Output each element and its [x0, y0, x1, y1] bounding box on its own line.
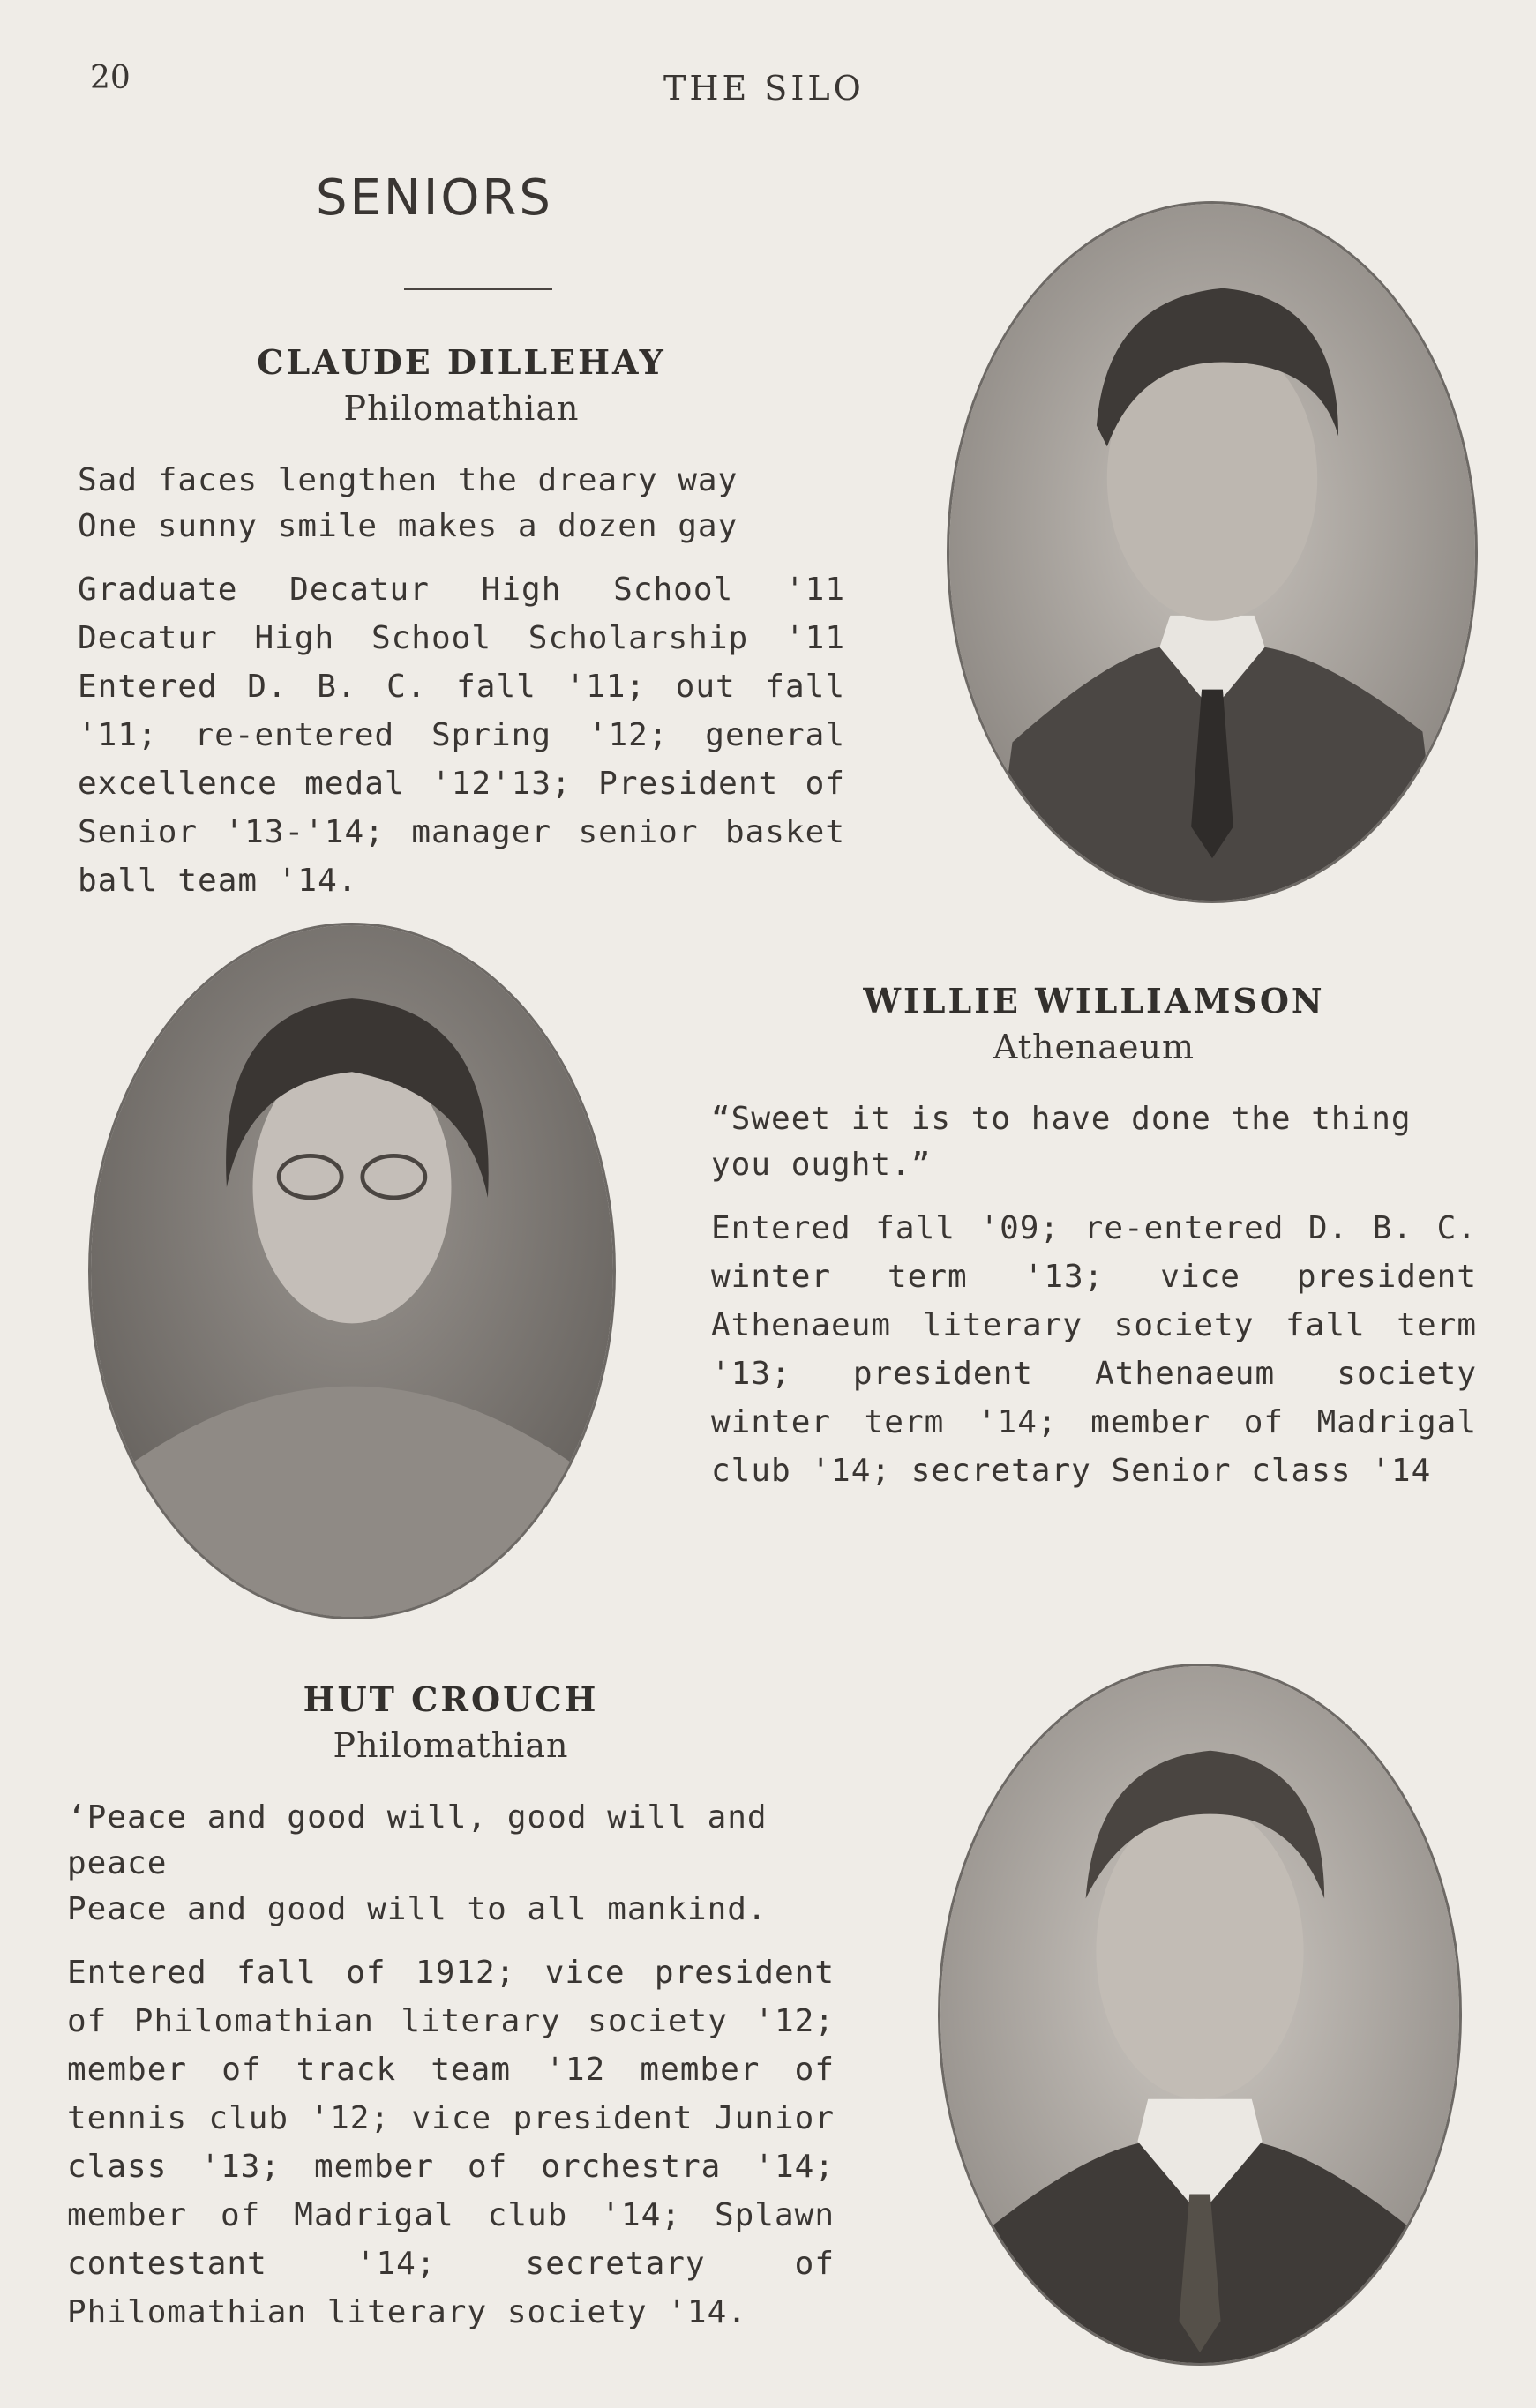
senior-record: Graduate Decatur High School '11 Decatur High School Scholarship '11 Entered D. B. C. fall '11; out fall '11; re-entered Spring '12; general excellence medal '12'13; President of Senior '13-'14; manager senior basket ball team '14. — [78, 572, 845, 899]
section-title: SENIORS — [316, 169, 553, 227]
portrait-photo-willie-williamson — [88, 923, 616, 1619]
senior-record: Entered fall of 1912; vice president of Philomathian literary society '12; member of track team '12 member of tennis club '12; vice president Junior class '13; member of orchestra '14; member of Madrigal club '14; Splawn contestant '14; secretary of Philomathian literary society '14. — [67, 1955, 835, 2330]
senior-entry-hut-crouch — [67, 1679, 835, 2337]
senior-name: HUT CROUCH — [303, 1679, 599, 1719]
senior-motto: ‘Peace and good will, good will and peace Peace and good will to all mankind. — [67, 1799, 768, 1927]
senior-motto: “Sweet it is to have done the thing you ought.” — [711, 1101, 1412, 1183]
senior-entry-willie-williamson — [711, 981, 1477, 1495]
portrait-photo-hut-crouch — [938, 1664, 1462, 2366]
senior-name: CLAUDE DILLEHAY — [257, 342, 666, 382]
senior-society: Philomathian — [333, 1726, 569, 1765]
senior-entry-claude-dillehay — [78, 342, 845, 905]
senior-record: Entered fall '09; re-entered D. B. C. winter term '13; vice president Athenaeum literary society fall term '13; president Athenaeum society winter term '14; member of Madrigal club '14; secretary Senior class '14 — [711, 1210, 1477, 1489]
portrait-photo-claude-dillehay — [947, 201, 1478, 903]
senior-society: Athenaeum — [993, 1028, 1195, 1066]
title-rule — [404, 288, 552, 290]
senior-motto: Sad faces lengthen the dreary way One sunny smile makes a dozen gay — [78, 462, 738, 544]
senior-society: Philomathian — [343, 389, 580, 428]
senior-name: WILLIE WILLIAMSON — [863, 981, 1325, 1021]
page-number: 20 — [90, 60, 131, 96]
running-head: THE SILO — [663, 69, 865, 108]
